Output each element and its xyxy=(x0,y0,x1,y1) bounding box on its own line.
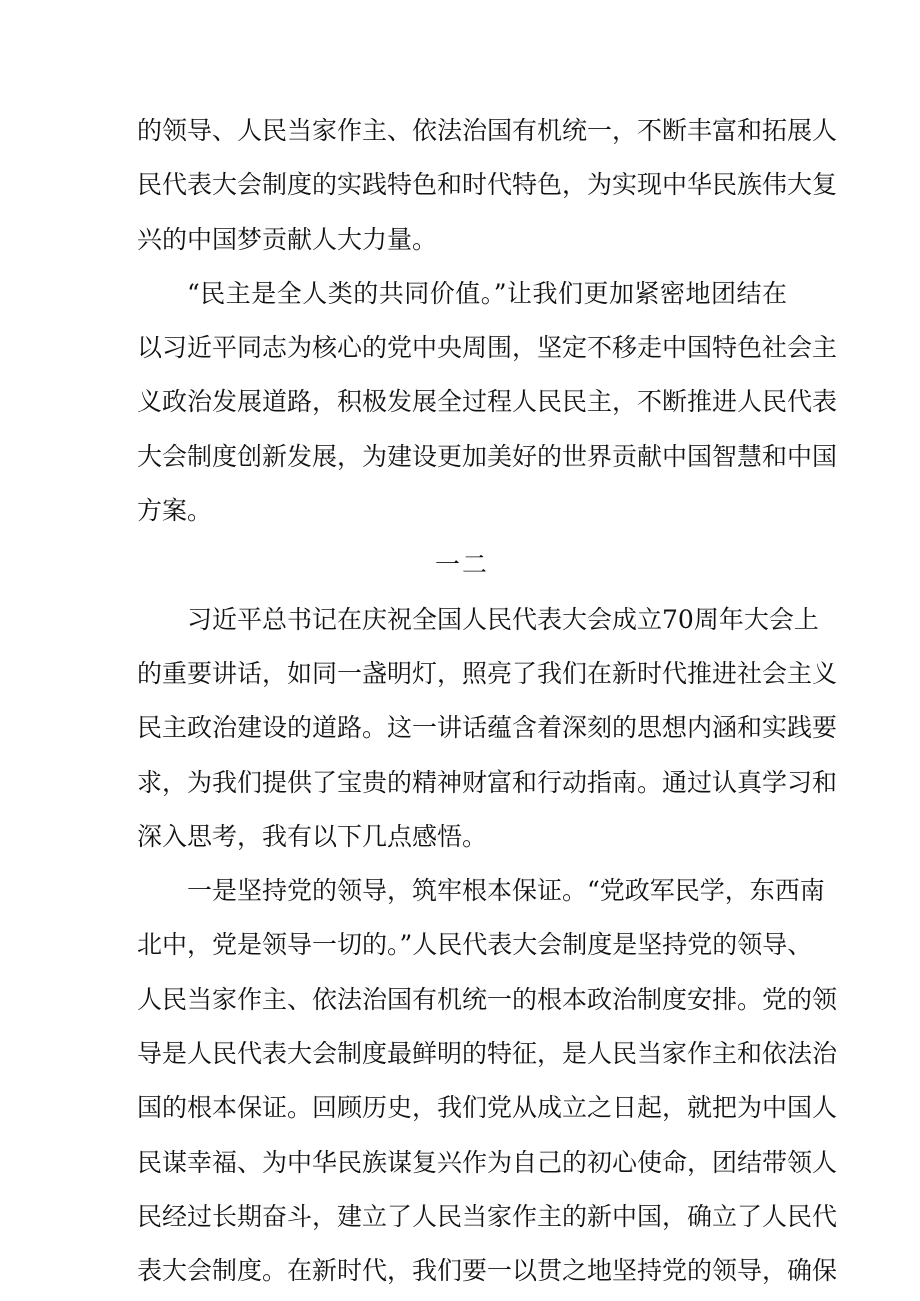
text-line: 的领导、人民当家作主、依法治国有机统一，不断丰富和拓展人 xyxy=(137,116,838,145)
text-line: 的重要讲话，如同一盏明灯，照亮了我们在新时代推进社会主义 xyxy=(137,658,838,688)
body-text xyxy=(137,104,838,1299)
text-line: 深入思考，我有以下几点感悟。 xyxy=(137,821,488,851)
text-line: 国的根本保证。回顾历史，我们党从成立之日起，就把为中国人 xyxy=(137,1093,838,1123)
text-line: 以习近平同志为核心的党中央周围，坚定不移走中国特色社会主 xyxy=(137,333,838,363)
text-line: 兴的中国梦贡献人大力量。 xyxy=(137,224,438,254)
text-line: 表大会制度。在新时代，我们要一以贯之地坚持党的领导，确保 xyxy=(137,1256,838,1286)
text-line: 义政治发展道路，积极发展全过程人民民主，不断推进人民代表 xyxy=(137,387,838,417)
text-line: 民经过长期奋斗，建立了人民当家作主的新中国，确立了人民代 xyxy=(137,1201,838,1231)
text-line: 人民当家作主、依法治国有机统一的根本政治制度安排。党的领 xyxy=(137,984,838,1014)
text-line: 民主政治建设的道路。这一讲话蕴含着深刻的思想内涵和实践要 xyxy=(137,713,838,743)
section-heading xyxy=(137,538,787,592)
text-line: 北中，党是领导一切的。”人民代表大会制度是坚持党的领导、 xyxy=(137,930,813,960)
text-line: 一是坚持党的领导，筑牢根本保证。“党政军民学，东西南 xyxy=(187,876,825,906)
text-line: 习近平总书记在庆祝全国人民代表大会成立70周年大会上 xyxy=(187,604,819,634)
text-line: 民代表大会制度的实践特色和时代特色，为实现中华民族伟大复 xyxy=(137,170,838,200)
section-number: 一二 xyxy=(434,550,489,580)
text-line: 大会制度创新发展，为建设更加美好的世界贡献中国智慧和中国 xyxy=(137,441,838,471)
text-line: “民主是全人类的共同价值。”让我们更加紧密地团结在 xyxy=(187,278,787,308)
text-line: 导是人民代表大会制度最鲜明的特征，是人民当家作主和依法治 xyxy=(137,1039,838,1069)
text-line: 求，为我们提供了宝贵的精神财富和行动指南。通过认真学习和 xyxy=(137,767,838,797)
text-line: 方案。 xyxy=(137,496,213,526)
text-line: 民谋幸福、为中华民族谋复兴作为自己的初心使命，团结带领人 xyxy=(137,1147,838,1177)
